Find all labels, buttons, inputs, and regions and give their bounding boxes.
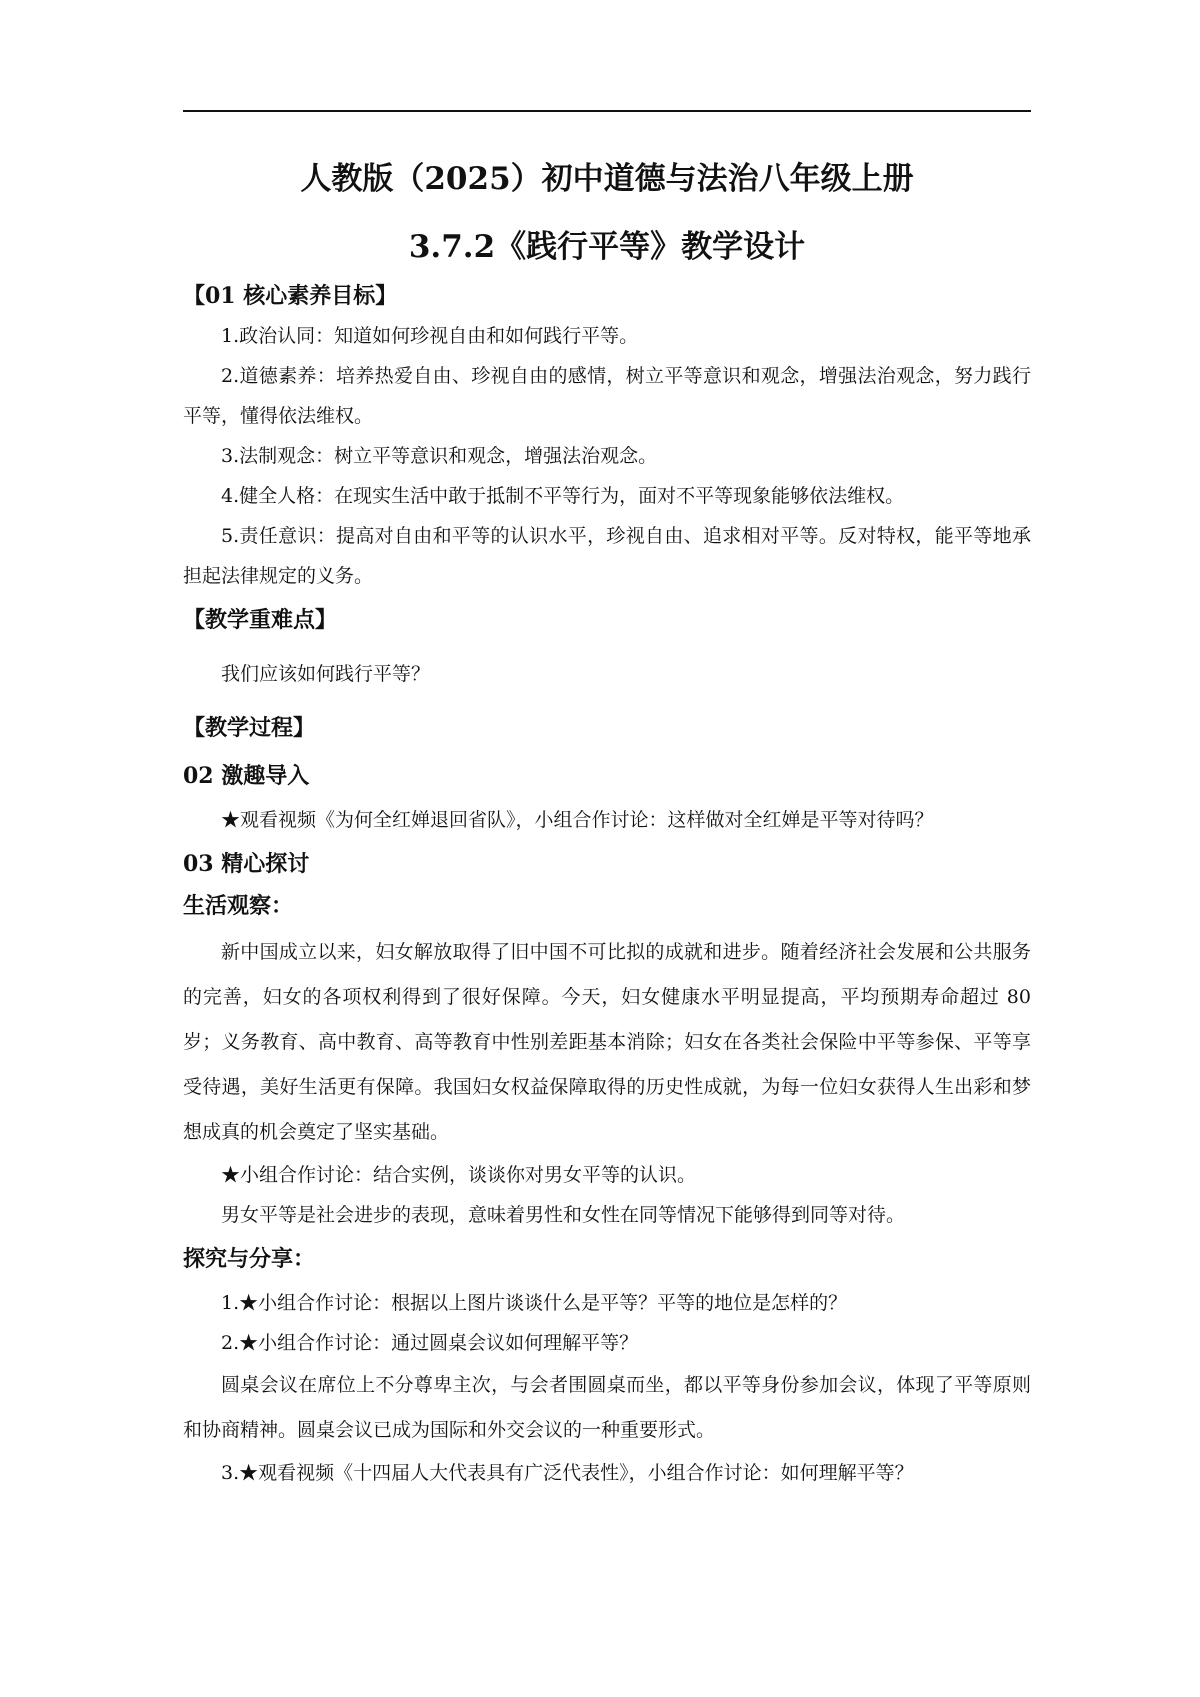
- share-question-1: 1.★小组合作讨论：根据以上图片谈谈什么是平等？平等的地位是怎样的？: [221, 1292, 848, 1314]
- goal-item: 2.道德素养：培养热爱自由、珍视自由的感情，树立平等意识和观念，增强法治观念，努力践行平等，懂得依法维权。: [183, 365, 1031, 427]
- key-point-text: 我们应该如何践行平等？: [221, 663, 431, 685]
- process-heading: 【教学过程】: [183, 715, 316, 741]
- intro-text: ★观看视频《为何全红婵退回省队》，小组合作讨论：这样做对全红婵是平等对待吗？: [221, 809, 934, 831]
- lesson-title: 3.7.2《践行平等》教学设计: [408, 229, 806, 265]
- share-heading: 探究与分享：: [183, 1246, 316, 1272]
- life-discussion: ★小组合作讨论：结合实例，谈谈你对男女平等的认识。: [221, 1164, 697, 1186]
- document-title: 人教版（2025）初中道德与法治八年级上册: [300, 161, 914, 197]
- goal-item: 3.法制观念：树立平等意识和观念，增强法治观念。: [221, 445, 658, 467]
- document-page: [183, 150, 1031, 1493]
- goal-item: 5.责任意识：提高对自由和平等的认识水平，珍视自由、追求相对平等。反对特权，能平等地承担起法律规定的义务。: [183, 525, 1031, 587]
- goals-heading: 【01 核心素养目标】: [183, 283, 398, 309]
- life-paragraph: 新中国成立以来，妇女解放取得了旧中国不可比拟的成就和进步。随着经济社会发展和公共服务的完善，妇女的各项权利得到了很好保障。今天，妇女健康水平明显提高，平均预期寿命超过 80 岁；义务教育、高中教育、高等教育中性别差距基本消除；妇女在各类社会保险中平等参保、平等享受待遇，美好生活更有保障。我国妇女权益保障取得的历史性成就，为每一位妇女获得人生出彩和梦想成真的机会奠定了坚实基础。: [183, 941, 1031, 1143]
- share-question-3: 3.★观看视频《十四届人大代表具有广泛代表性》，小组合作讨论：如何理解平等？: [221, 1462, 914, 1484]
- header-rule: [183, 110, 1031, 112]
- intro-heading: 02 激趣导入: [183, 763, 310, 789]
- explore-heading: 03 精心探讨: [183, 851, 310, 877]
- life-answer: 男女平等是社会进步的表现，意味着男性和女性在同等情况下能够得到同等对待。: [221, 1204, 906, 1226]
- key-points-heading: 【教学重难点】: [183, 607, 338, 633]
- share-question-2: 2.★小组合作讨论：通过圆桌会议如何理解平等？: [221, 1332, 639, 1354]
- goal-item: 1.政治认同：知道如何珍视自由和如何践行平等。: [221, 325, 639, 347]
- goal-item: 4.健全人格：在现实生活中敢于抵制不平等行为，面对不平等现象能够依法维权。: [221, 485, 905, 507]
- share-answer-2: 圆桌会议在席位上不分尊卑主次，与会者围圆桌而坐，都以平等身份参加会议，体现了平等原则和协商精神。圆桌会议已成为国际和外交会议的一种重要形式。: [183, 1374, 1031, 1441]
- life-observation-heading: 生活观察：: [183, 893, 294, 919]
